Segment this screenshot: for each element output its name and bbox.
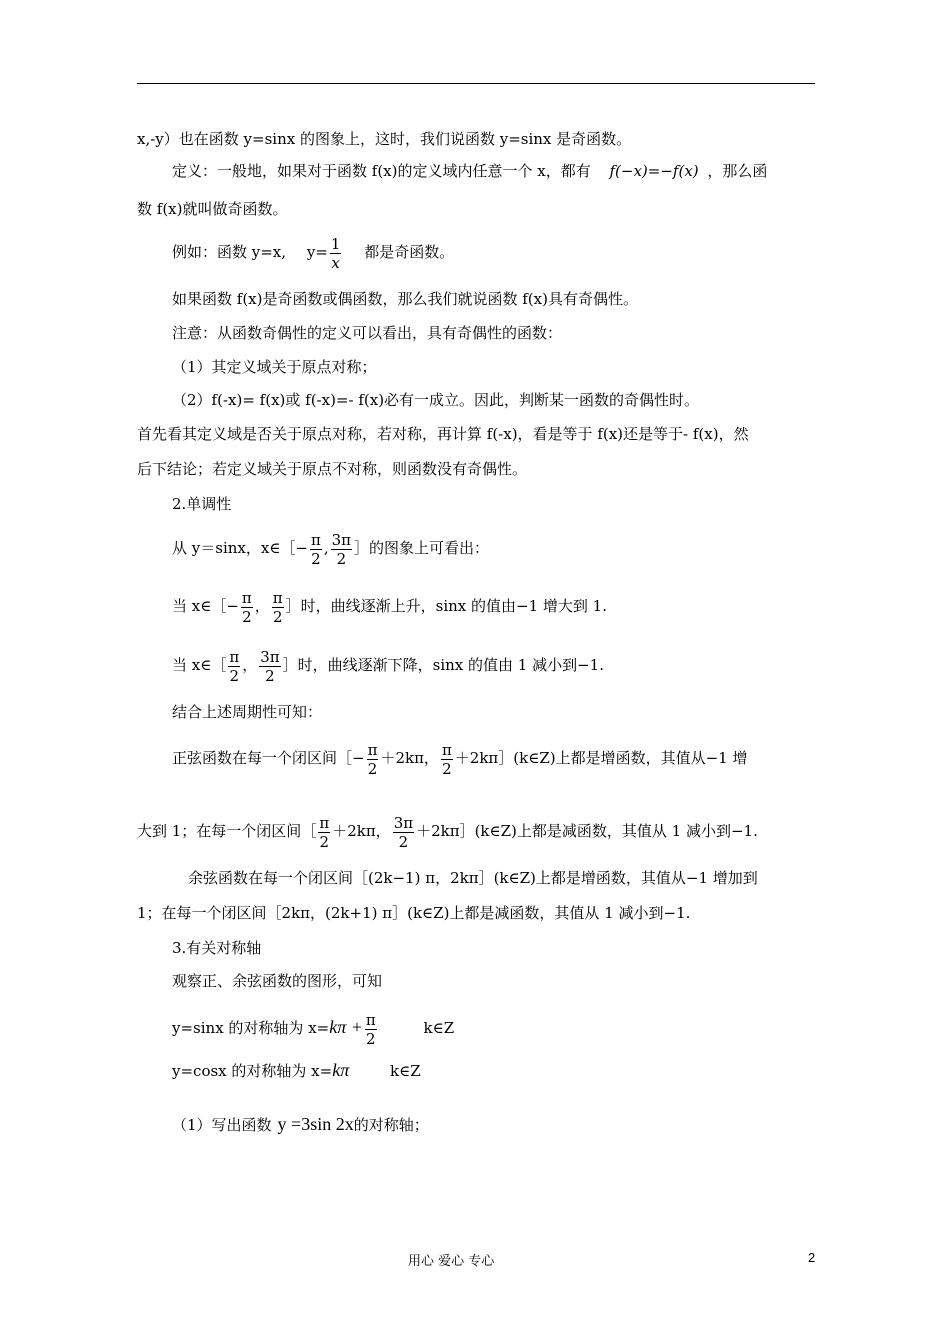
text-line: 大到 1；在每一个闭区间［ $\frac{\pi}{2}$ ＋2kπ， $\frac{3\pi}{2}$ ＋2kπ］(k∈Z)上都是减函数，其值从 1 减小到−1. xyxy=(137,813,758,851)
text-line: 后下结论；若定义域关于原点不对称，则函数没有奇偶性。 xyxy=(137,460,528,478)
text-line: （2）f(-x)= f(x)或 f(-x)=- f(x)必有一成立。因此，判断某一函数的奇偶性时。 xyxy=(172,391,700,409)
text-line: 结合上述周期性可知： xyxy=(172,703,323,721)
text-line: 注意：从函数奇偶性的定义可以看出，具有奇偶性的函数： xyxy=(172,324,563,342)
section-heading: 3.有关对称轴 xyxy=(172,939,262,957)
text-line: 1；在每一个闭区间［2kπ，(2k+1) π］(k∈Z)上都是减函数，其值从 1 减小到−1. xyxy=(137,904,691,922)
text-line: 如果函数 f(x)是奇函数或偶函数，那么我们就说函数 f(x)具有奇偶性。 xyxy=(172,290,638,308)
text-line: y=sinx 的对称轴为 x=kπ + $\frac{\pi}{2}$ k∈Z xyxy=(172,1010,455,1048)
text-line: 余弦函数在每一个闭区间［(2k−1) π，2kπ］(k∈Z)上都是增函数，其值从−1 增加到 xyxy=(188,869,758,887)
text-line: （1）其定义域关于原点对称； xyxy=(172,358,377,376)
text-line: 正弦函数在每一个闭区间［− $\frac{\pi}{2}$ ＋2kπ， $\frac{\pi}{2}$ ＋2kπ］(k∈Z)上都是增函数，其值从−1 增 xyxy=(172,740,748,778)
text-line: y=cosx 的对称轴为 x=kπ k∈Z xyxy=(172,1060,421,1080)
text-line: （1）写出函数 y =3sin 2x的对称轴； xyxy=(172,1114,429,1134)
text-line: 例如：函数 y=x, y= $\frac{1}{x}$ 都是奇函数。 xyxy=(172,234,455,272)
text-line: 当 x∈［ $\frac{\pi}{2}$ ， $\frac{3\pi}{2}$ ］时，曲线逐渐下降，sinx 的值由 1 减小到−1. xyxy=(172,647,604,685)
page-number: 2 xyxy=(808,1250,816,1265)
text-line: 当 x∈［− $\frac{\pi}{2}$ ， $\frac{\pi}{2}$ ］时，曲线逐渐上升，sinx 的值由−1 增大到 1. xyxy=(172,588,607,626)
text-line: 从 y＝sinx，x∈［− $\frac{\pi}{2}$ , $\frac{3\pi}{2}$ ］的图象上可看出： xyxy=(172,530,490,568)
text-line: 首先看其定义域是否关于原点对称，若对称，再计算 f(-x)，看是等于 f(x)还是等于- f(x)，然 xyxy=(137,425,749,443)
section-heading: 2.单调性 xyxy=(172,495,232,513)
footer-slogan: 用心 爱心 专心 xyxy=(408,1254,495,1269)
text-line: 定义：一般地，如果对于函数 f(x)的定义域内任意一个 x，都有 f(−x)=−f(x) ，那么函 xyxy=(172,162,768,180)
text-line: 数 f(x)就叫做奇函数。 xyxy=(137,200,288,218)
header-rule xyxy=(137,83,815,84)
text-line: x,-y）也在函数 y=sinx 的图象上，这时，我们说函数 y=sinx 是奇函数。 xyxy=(137,130,632,148)
text-line: 观察正、余弦函数的图形，可知 xyxy=(172,972,383,990)
fraction: $\frac{1}{x}$ xyxy=(330,234,341,272)
